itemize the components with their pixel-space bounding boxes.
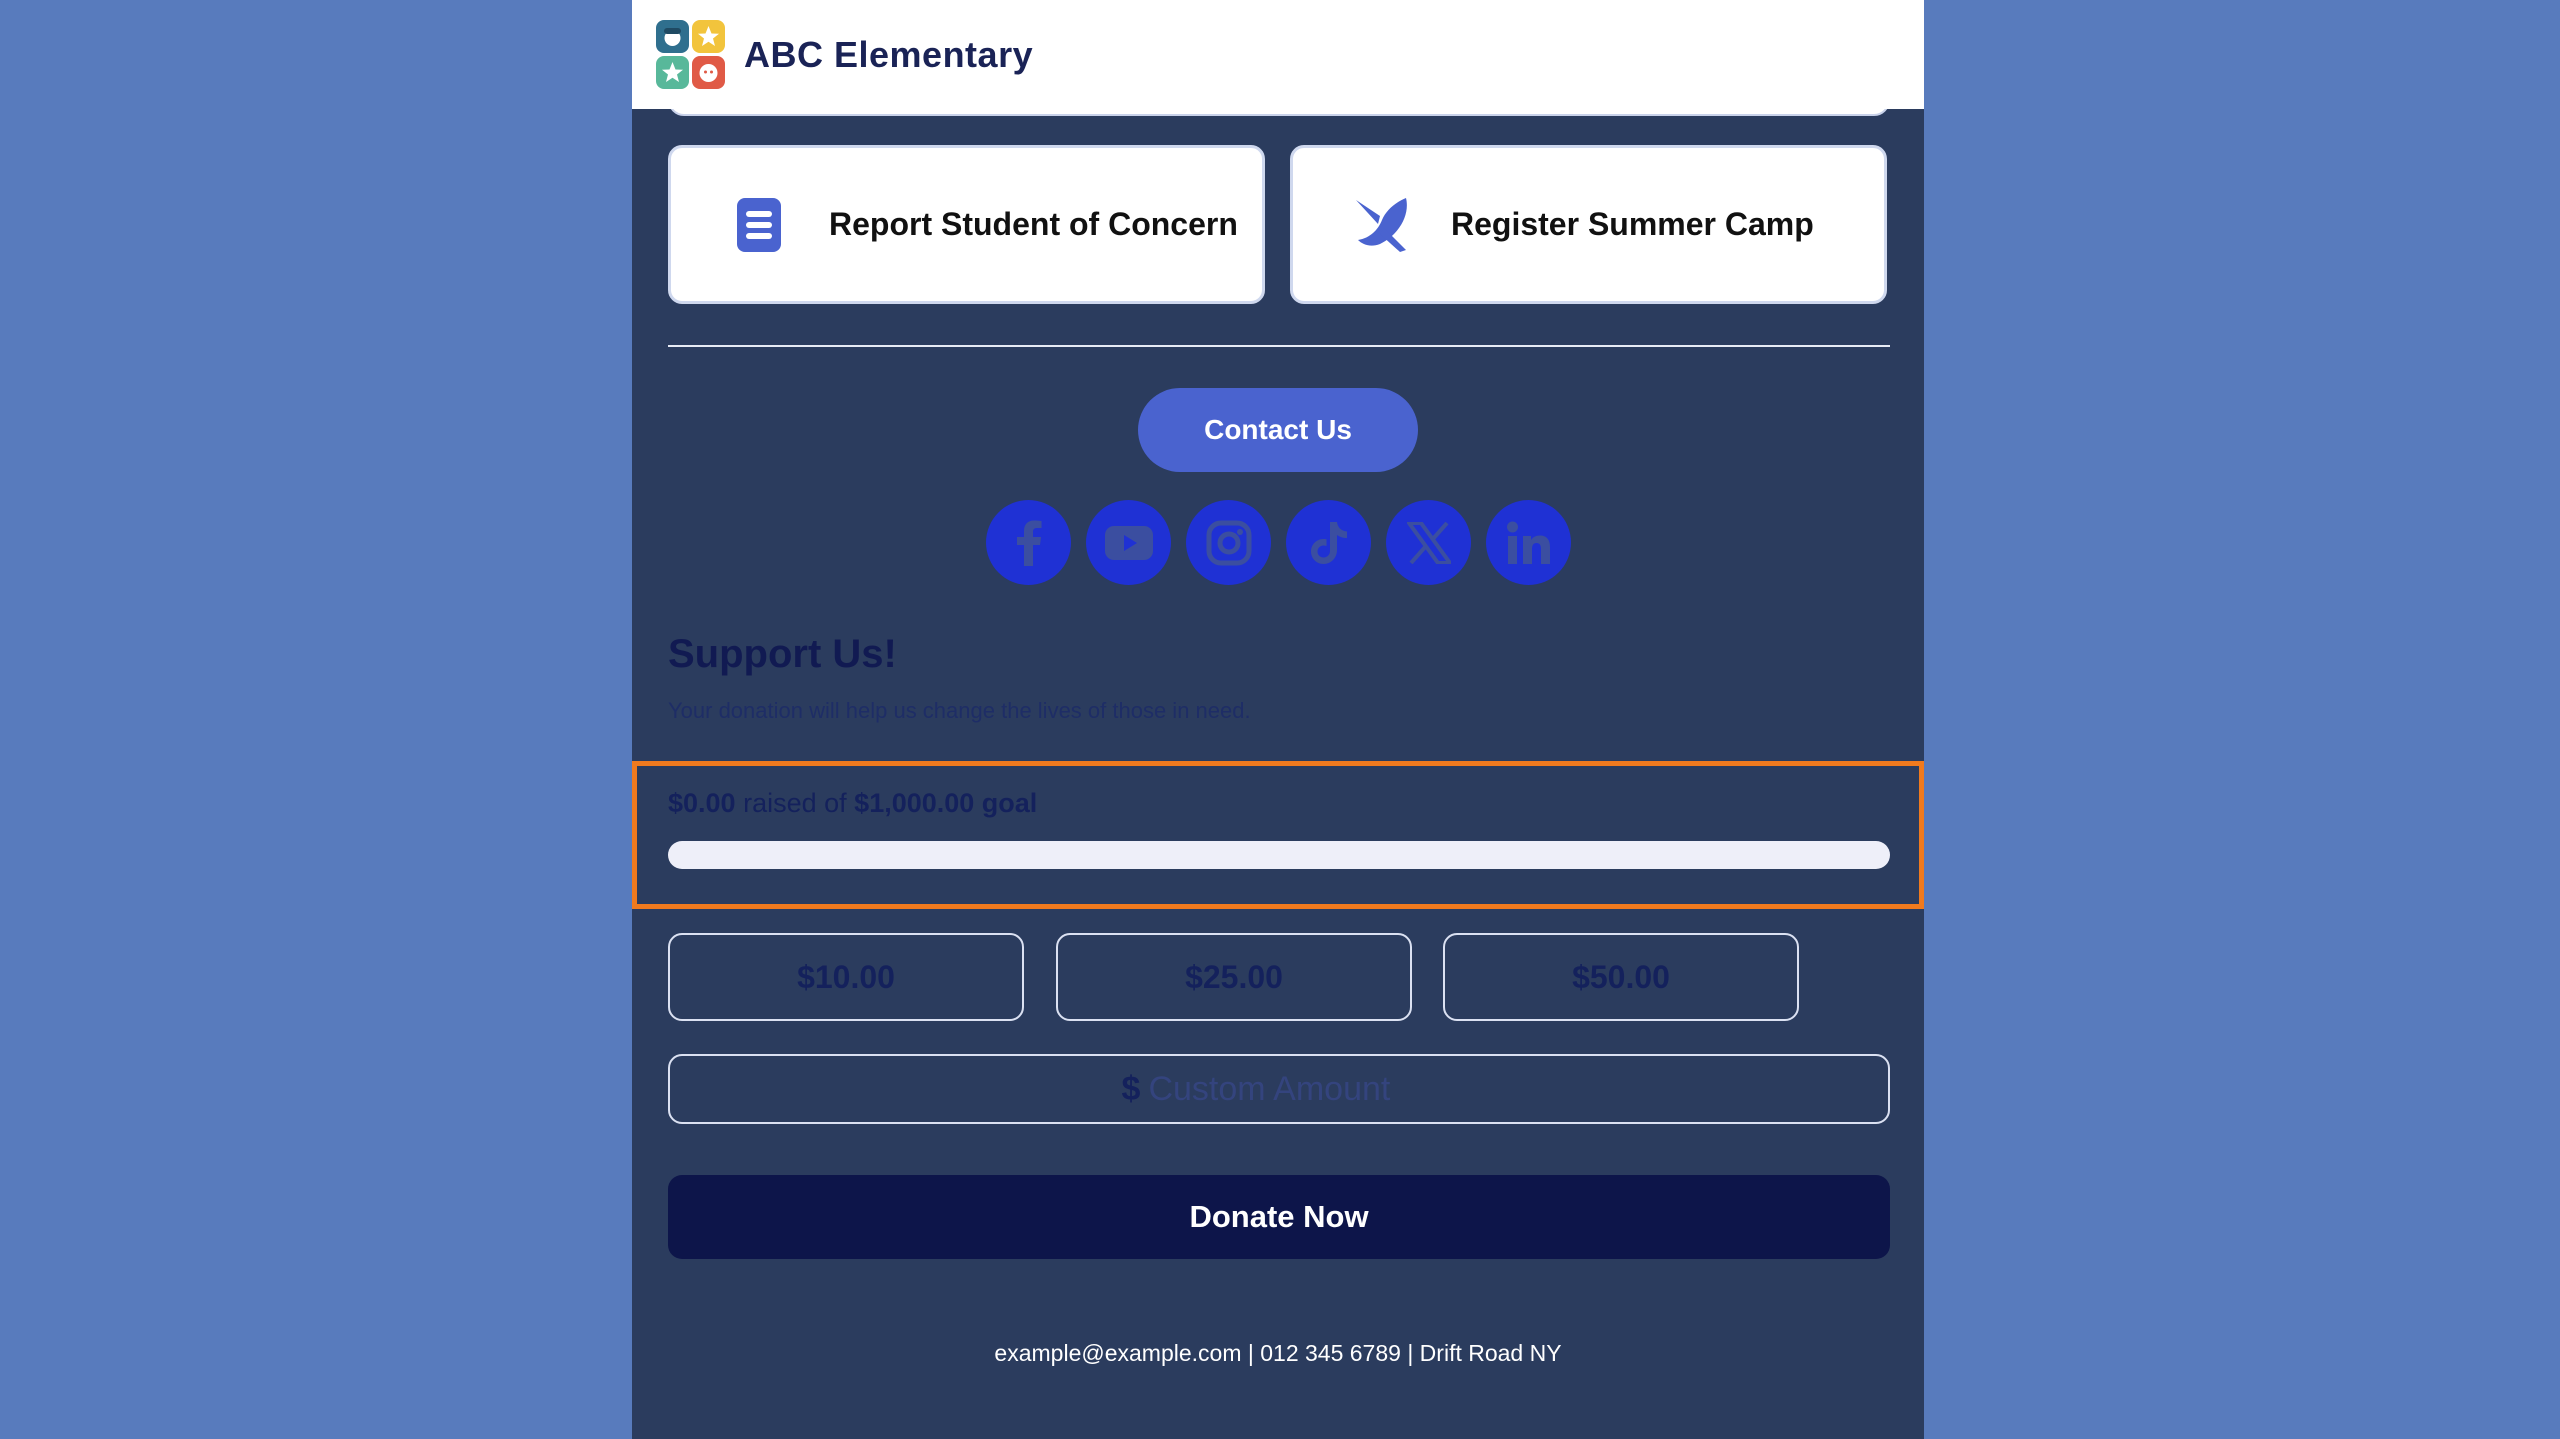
app-panel <box>632 0 1924 1439</box>
support-title: Support Us! <box>668 632 897 676</box>
camp-icon <box>1341 185 1421 265</box>
raised-label: raised of <box>743 788 847 818</box>
facebook-icon[interactable] <box>986 500 1071 585</box>
instagram-icon[interactable] <box>1186 500 1271 585</box>
progress-bar <box>668 841 1890 869</box>
youtube-icon[interactable] <box>1086 500 1171 585</box>
site-title[interactable]: ABC Elementary <box>744 33 1034 75</box>
goal-amount: $1,000.00 goal <box>854 788 1038 818</box>
social-links <box>986 500 1571 585</box>
raised-amount: $0.00 <box>668 788 736 818</box>
school-logo-icon[interactable] <box>656 20 726 90</box>
donation-progress <box>632 761 1924 909</box>
custom-amount-field[interactable] <box>668 1054 1890 1124</box>
document-list-icon <box>719 185 799 265</box>
footer-contact-info: example@example.com | 012 345 6789 | Drift Road NY <box>994 1340 1562 1366</box>
support-subtitle: Your donation will help us change the lives of those in need. <box>668 698 1251 723</box>
currency-symbol: $ <box>1121 1069 1141 1108</box>
donate-now-button[interactable]: Donate Now <box>668 1175 1890 1259</box>
amount-25-button[interactable]: $25.00 <box>1056 933 1412 1021</box>
register-camp-card[interactable] <box>1290 145 1887 304</box>
amount-10-button[interactable]: $10.00 <box>668 933 1024 1021</box>
tiktok-icon[interactable] <box>1286 500 1371 585</box>
amount-50-button[interactable]: $50.00 <box>1443 933 1799 1021</box>
progress-text <box>668 788 1037 819</box>
report-student-card[interactable] <box>668 145 1265 304</box>
custom-amount-input[interactable] <box>1146 1069 1436 1110</box>
x-icon[interactable] <box>1386 500 1471 585</box>
site-header <box>632 0 1924 109</box>
register-camp-label: Register Summer Camp <box>1451 206 1814 242</box>
divider <box>668 345 1890 347</box>
linkedin-icon[interactable] <box>1486 500 1571 585</box>
contact-us-button[interactable]: Contact Us <box>1138 388 1418 472</box>
report-student-label: Report Student of Concern <box>829 206 1238 242</box>
